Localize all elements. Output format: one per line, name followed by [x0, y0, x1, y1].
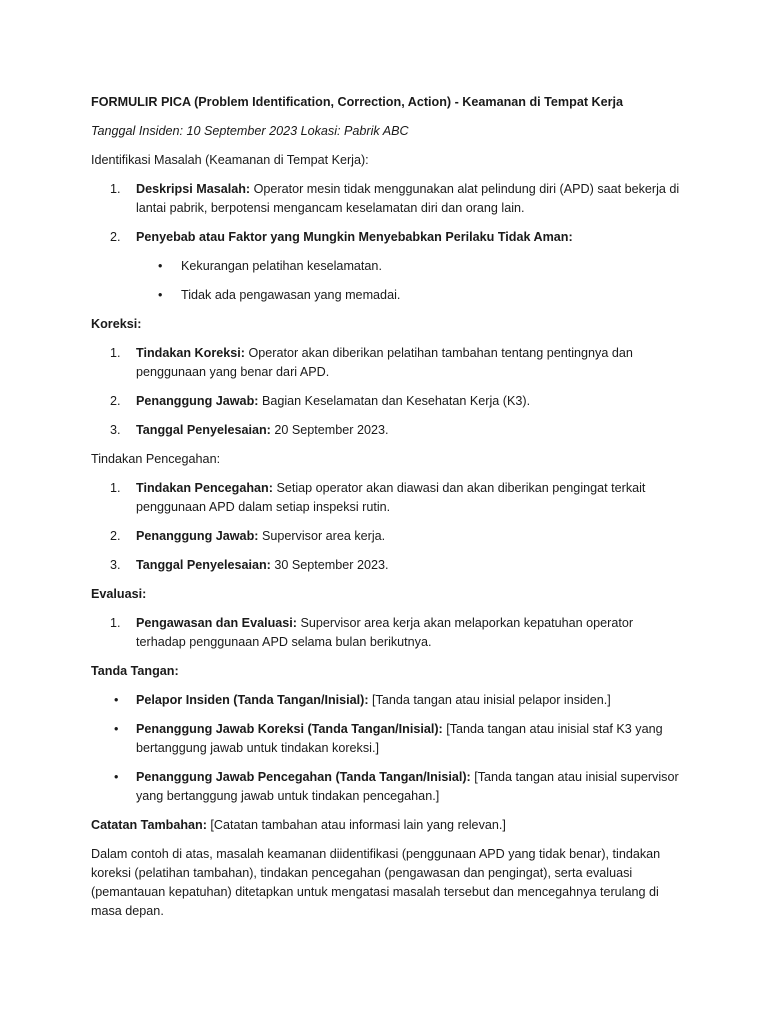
item-label: Deskripsi Masalah: [136, 182, 251, 196]
list-item [91, 344, 681, 382]
item-text: [Catatan tambahan atau informasi lain yang relevan.] [206, 818, 506, 832]
bullet-icon: • [158, 259, 163, 273]
item-label: Penyebab atau Faktor yang Mungkin Menyebabkan Perilaku Tidak Aman: [136, 230, 573, 244]
item-label: Tanggal Penyelesaian: [136, 423, 271, 437]
list-item [91, 257, 681, 276]
list-item [91, 614, 681, 652]
causes-list [91, 257, 681, 305]
item-label: Penanggung Jawab: [136, 394, 259, 408]
item-text: Setiap operator akan diawasi dan akan diberikan pengingat terkait penggunaan APD dalam setiap inspeksi rutin. [136, 481, 646, 514]
item-text: Bagian Keselamatan dan Kesehatan Kerja (K3). [258, 394, 531, 408]
list-number: 3. [110, 423, 121, 437]
section-heading-tanda-tangan: Tanda Tangan: [91, 664, 179, 678]
document-body [91, 93, 681, 931]
list-item [91, 691, 681, 710]
list-number: 3. [110, 558, 121, 572]
section-heading-pencegahan: Tindakan Pencegahan: [91, 452, 221, 466]
item-label: Penanggung Jawab Koreksi (Tanda Tangan/Inisial): [136, 722, 443, 736]
list-item [91, 392, 681, 411]
bullet-icon: • [114, 722, 119, 736]
item-text: 20 September 2023. [270, 423, 389, 437]
pencegahan-list [91, 479, 681, 575]
list-number: 1. [110, 346, 121, 360]
item-text: Operator akan diberikan pelatihan tambahan tentang pentingnya dan penggunaan yang benar dari APD. [136, 346, 633, 379]
list-number: 1. [110, 182, 121, 196]
item-label: Pelapor Insiden (Tanda Tangan/Inisial): [136, 693, 369, 707]
item-label: Penanggung Jawab Pencegahan (Tanda Tangan/Inisial): [136, 770, 471, 784]
signature-list [91, 691, 681, 806]
item-text: [Tanda tangan atau inisial pelapor insiden.] [368, 693, 611, 707]
document-title: FORMULIR PICA (Problem Identification, Correction, Action) - Keamanan di Tempat Kerja [91, 95, 624, 109]
identifikasi-list [91, 180, 681, 305]
list-item [91, 228, 681, 305]
item-text: [Tanda tangan atau inisial staf K3 yang bertanggung jawab untuk tindakan koreksi.] [136, 722, 663, 755]
item-label: Penanggung Jawab: [136, 529, 259, 543]
bullet-icon: • [114, 693, 119, 707]
list-item [91, 421, 681, 440]
section-heading-koreksi: Koreksi: [91, 317, 142, 331]
item-text: Tidak ada pengawasan yang memadai. [181, 288, 401, 302]
list-item [91, 556, 681, 575]
item-label: Tindakan Koreksi: [136, 346, 245, 360]
bullet-icon: • [114, 770, 119, 784]
item-text: [Tanda tangan atau inisial supervisor yang bertanggung jawab untuk tindakan pencegahan.] [136, 770, 679, 803]
item-label: Tindakan Pencegahan: [136, 481, 273, 495]
section-heading-evaluasi: Evaluasi: [91, 587, 147, 601]
list-number: 1. [110, 481, 121, 495]
list-item [91, 479, 681, 517]
list-number: 2. [110, 230, 121, 244]
section-heading-identifikasi: Identifikasi Masalah (Keamanan di Tempat Kerja): [91, 153, 369, 167]
item-text: Operator mesin tidak menggunakan alat pelindung diri (APD) saat bekerja di lantai pabrik, berpotensi mengancam keselamatan diri dan orang lain. [136, 182, 680, 215]
koreksi-list [91, 344, 681, 440]
list-item [91, 286, 681, 305]
item-label: Pengawasan dan Evaluasi: [136, 616, 297, 630]
item-label: Catatan Tambahan: [91, 818, 207, 832]
evaluasi-list [91, 614, 681, 652]
list-number: 2. [110, 529, 121, 543]
incident-meta: Tanggal Insiden: 10 September 2023 Lokasi: Pabrik ABC [91, 124, 409, 138]
bullet-icon: • [158, 288, 163, 302]
item-text: Kekurangan pelatihan keselamatan. [181, 259, 382, 273]
closing-paragraph: Dalam contoh di atas, masalah keamanan diidentifikasi (penggunaan APD yang tidak benar), tindakan koreksi (pelatihan tambahan), tindakan pencegahan (pengawasan dan pengingat), serta evaluasi (pemantauan kepatuhan) ditetapkan untuk mengatasi masalah tersebut dan mencegahnya terulang di masa depan. [91, 847, 661, 918]
list-number: 2. [110, 394, 121, 408]
list-item [91, 180, 681, 218]
item-label: Tanggal Penyelesaian: [136, 558, 271, 572]
list-number: 1. [110, 616, 121, 630]
catatan-tambahan [91, 816, 681, 835]
list-item [91, 527, 681, 546]
item-text: Supervisor area kerja akan melaporkan kepatuhan operator terhadap penggunaan APD selama bulan berikutnya. [136, 616, 634, 649]
item-text: 30 September 2023. [270, 558, 389, 572]
list-item [91, 768, 681, 806]
item-text: Supervisor area kerja. [258, 529, 386, 543]
list-item [91, 720, 681, 758]
